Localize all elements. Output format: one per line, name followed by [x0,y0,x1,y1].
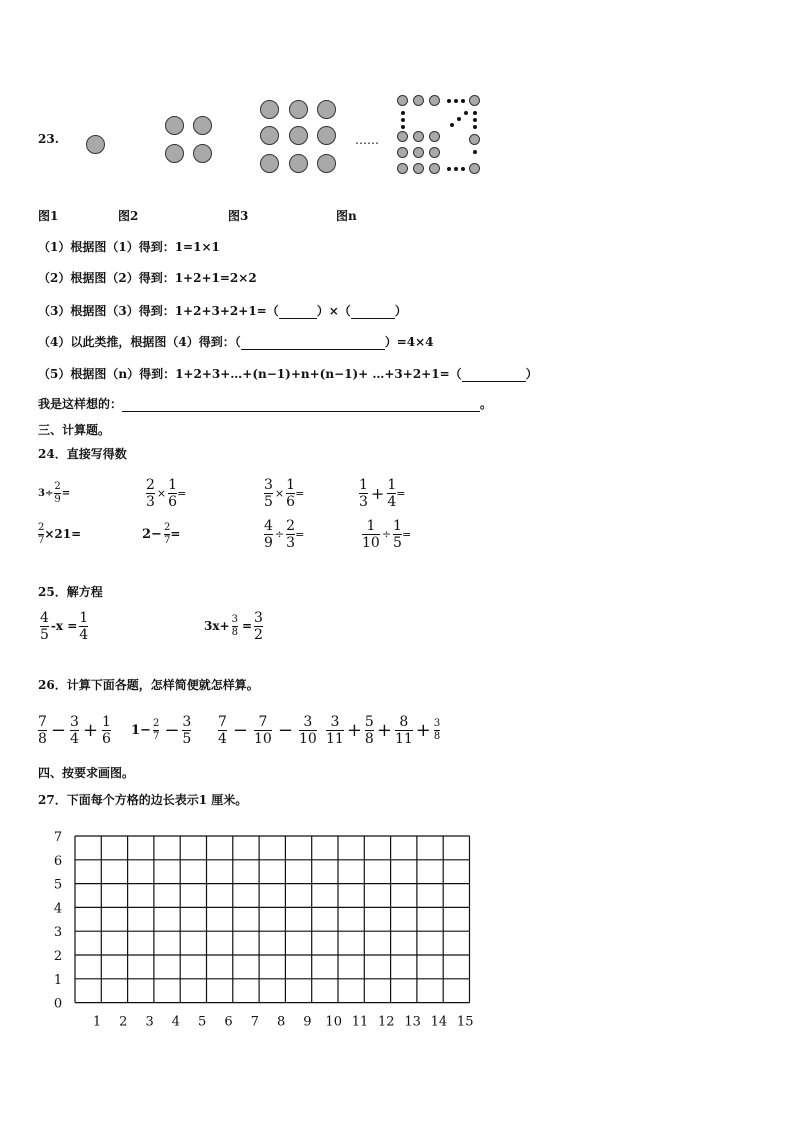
x-axis-label: 2 [119,1014,128,1030]
x-axis-label: 14 [430,1014,448,1030]
ellipsis-dot [454,167,458,171]
denominator: 3 [286,534,296,551]
denominator: 3 [359,493,368,510]
numerator: 3 [330,713,340,730]
denominator: 6 [102,730,111,747]
denominator: 7 [152,730,160,742]
ellipsis-dot [401,111,405,115]
circle-dot [165,116,184,135]
y-axis-label: 3 [53,925,63,941]
y-axis-label: 6 [53,853,63,869]
operator: × [274,486,285,500]
fraction [54,482,60,505]
numerator: 2 [38,521,45,533]
denominator: 11 [394,730,413,747]
ellipsis-dot [473,118,477,122]
denominator: 10 [254,730,272,747]
q23-line-1: （1）根据图（1）得到：1=1×1 [38,240,220,254]
denominator: 9 [54,493,61,505]
y-axis-label: 1 [53,972,63,988]
numerator: 1 [79,609,89,626]
circle-dot [469,95,480,106]
x-axis-label: 12 [378,1014,395,1030]
q23-line-2: （2）根据图（2）得到：1+2+1=2×2 [38,271,257,285]
q23-line-3 [38,302,407,319]
line-text: （4）以此类推，根据图（4）得到：（ [38,335,241,349]
fraction [70,715,79,746]
operator: + [415,719,431,741]
circle-dot [397,163,408,174]
circle-dot [193,144,212,163]
square-grid[interactable] [40,826,490,1034]
denominator: 9 [264,534,273,551]
circle-dot [469,163,480,174]
q26-title: 26．计算下面各题，怎样简便就怎样算。 [38,678,259,692]
q24-item-8 [362,514,411,554]
fraction [362,519,380,550]
fraction [254,715,272,746]
operator: + [346,719,362,741]
numerator: 2 [152,717,160,729]
fraction [434,719,440,742]
caption-fig1: 图1 [38,209,59,223]
line-text: 。 [480,397,493,411]
circle-dot [317,126,336,145]
operator: + [82,719,99,741]
q25-title: 25．解方程 [38,585,103,599]
ellipsis-dot [450,123,454,127]
circle-dot [260,126,279,145]
q25-equation-1 [40,606,88,646]
circle-dot [317,154,336,173]
circle-dot [193,116,212,135]
caption-fig3: 图3 [228,209,249,223]
item-text: = [61,487,71,499]
circle-dot [86,135,105,154]
q23-think-line [38,395,492,412]
answer-blank[interactable] [351,302,395,319]
fraction [153,719,159,742]
numerator: 3 [264,476,273,493]
denominator: 4 [387,493,397,510]
section-3-heading: 三、计算题。 [38,423,111,437]
numerator: 1 [359,476,368,493]
numerator: 1 [168,476,178,493]
denominator: 8 [433,730,441,742]
ellipsis-dot [457,117,461,121]
q23-line-5 [38,365,538,382]
fraction [387,478,396,509]
denominator: 2 [254,626,263,643]
numerator: 2 [54,480,61,492]
circle-dot [413,131,424,142]
ellipsis-dot [461,167,465,171]
numerator: 2 [163,521,171,533]
circle-dot [397,95,408,106]
numerator: 3 [303,713,313,730]
numerator: 3 [182,713,192,730]
item-text: = [295,527,305,541]
fraction [326,715,344,746]
circle-dot [260,100,279,119]
equation-text: = [241,619,252,633]
ellipsis-dot [447,99,451,103]
numerator: 3 [231,613,238,625]
circle-dot [469,134,480,145]
q24-item-6 [142,517,180,551]
denominator: 6 [286,493,296,510]
denominator: 8 [38,730,47,747]
ellipsis-dot [473,125,477,129]
x-axis-label: 3 [145,1014,154,1030]
denominator: 4 [218,730,227,747]
denominator: 5 [264,493,273,510]
answer-blank[interactable] [241,333,385,350]
ellipsis: …… [355,133,379,147]
answer-blank[interactable] [462,365,526,382]
fraction [168,478,177,509]
equation-text: -x = [50,619,78,633]
circle-dot [289,126,308,145]
q25-equation-2 [204,606,263,646]
ellipsis-dot [464,111,468,115]
x-axis-label: 7 [250,1014,259,1030]
numerator: 2 [286,517,296,534]
numerator: 4 [40,609,49,626]
line-text: ） [525,367,538,381]
expression-text: 1− [131,722,151,738]
ellipsis-dot [473,111,477,115]
circle-dot [413,95,424,106]
numerator: 3 [433,717,441,729]
ellipsis-dot [447,167,451,171]
operator: ÷ [381,527,392,541]
item-text: = [401,527,412,541]
numerator: 3 [254,609,263,626]
item-text: = [396,486,406,500]
item-text: = [295,486,305,500]
ellipsis-dot [401,118,405,122]
line-text: ）×（ [316,304,351,318]
operator: + [370,483,385,503]
item-text: ×21= [44,527,82,541]
fraction [146,478,155,509]
caption-fig2: 图2 [118,209,139,223]
circle-dot [429,95,440,106]
answer-blank[interactable] [122,395,480,412]
operator: − [277,719,293,741]
denominator: 10 [298,730,317,747]
fraction [79,611,88,642]
x-axis-label: 4 [171,1014,181,1030]
item-text: 3÷ [38,487,54,499]
circle-dot [413,163,424,174]
line-text: （5）根据图（n）得到：1+2+3+…+(n−1)+n+(n−1)+ …+3+2+1=（ [38,367,462,381]
item-text: = [170,527,181,541]
denominator: 8 [231,626,238,638]
denominator: 4 [70,730,79,747]
numerator: 1 [286,476,296,493]
operator: − [164,719,180,741]
fraction [232,615,238,638]
circle-dot [397,147,408,158]
denominator: 3 [146,493,155,510]
q24-item-7 [264,514,304,554]
q26-expr-2 [131,709,191,751]
denominator: 8 [364,730,374,747]
denominator: 6 [168,493,178,510]
circle-dot [429,147,440,158]
operator: ÷ [274,527,285,541]
q24-title: 24．直接写得数 [38,447,127,461]
fraction [38,715,47,746]
q27-title: 27．下面每个方格的边长表示1 厘米。 [38,793,248,807]
fraction [299,715,317,746]
y-axis-label: 0 [53,996,63,1012]
q24-item-5 [38,517,81,551]
denominator: 5 [393,534,402,551]
operator: − [232,719,249,741]
numerator: 7 [38,713,47,730]
x-axis-label: 8 [276,1014,286,1030]
denominator: 5 [40,626,49,643]
x-axis-label: 11 [351,1014,369,1030]
q23-number: 23. [38,132,59,146]
x-axis-label: 15 [456,1014,474,1030]
y-axis-label: 2 [53,949,63,964]
fraction [393,519,402,550]
y-axis-label: 7 [53,830,63,845]
denominator: 10 [362,534,380,551]
section-4-heading: 四、按要求画图。 [38,766,135,780]
operator: − [50,719,67,741]
numerator: 8 [399,713,409,730]
x-axis-label: 5 [198,1014,207,1030]
fraction [286,478,295,509]
fraction [102,715,111,746]
fraction [359,478,368,509]
circle-dot [289,154,308,173]
ellipsis-dot [454,99,458,103]
ellipsis-dot [401,125,405,129]
q23-line-4 [38,333,434,350]
numerator: 2 [146,476,155,493]
y-axis-label: 5 [53,877,63,893]
x-axis-label: 9 [303,1014,312,1030]
answer-blank[interactable] [279,302,317,319]
denominator: 7 [38,534,45,546]
line-text: （3）根据图（3）得到：1+2+3+2+1=（ [38,304,279,318]
item-text: 2− [142,526,162,542]
fraction [365,715,374,746]
ellipsis-dot [473,150,477,154]
x-axis-label: 13 [404,1014,421,1030]
denominator: 7 [163,534,171,546]
x-axis-label: 1 [92,1014,102,1030]
line-text: ）=4×4 [384,335,434,349]
denominator: 5 [182,730,192,747]
circle-dot [429,131,440,142]
circle-dot [429,163,440,174]
y-axis-label: 4 [53,901,63,917]
fraction [254,611,263,642]
denominator: 4 [79,626,89,643]
fraction [182,715,191,746]
fraction [286,519,295,550]
numerator: 1 [393,517,402,534]
fraction [395,715,413,746]
circle-dot [289,100,308,119]
equation-text: 3x+ [204,619,230,633]
circle-dot [260,154,279,173]
line-text: 我是这样想的： [38,397,123,411]
line-text: ） [394,304,407,318]
numerator: 4 [264,517,273,534]
q26-expr-3 [218,709,317,751]
q26-expr-4 [326,709,440,751]
q24-item-1 [38,476,70,510]
fraction [218,715,227,746]
q26-expr-1 [38,709,111,751]
operator: × [156,486,167,500]
fraction [264,478,273,509]
x-axis-label: 10 [325,1014,342,1030]
operator: + [376,719,392,741]
numerator: 5 [364,713,374,730]
q24-item-2 [146,473,186,513]
fraction [264,519,273,550]
fraction [40,611,49,642]
ellipsis-dot [461,99,465,103]
numerator: 1 [387,476,397,493]
numerator: 1 [102,713,111,730]
numerator: 1 [366,517,376,534]
circle-dot [397,131,408,142]
caption-fign: 图n [336,209,357,223]
circle-dot [165,144,184,163]
q24-item-3 [264,473,304,513]
circle-dot [413,147,424,158]
item-text: = [177,486,187,500]
q24-item-4 [359,473,405,513]
numerator: 7 [258,713,268,730]
numerator: 3 [70,713,79,730]
denominator: 11 [326,730,344,747]
x-axis-label: 6 [224,1014,233,1030]
circle-dot [317,100,336,119]
numerator: 7 [218,713,227,730]
